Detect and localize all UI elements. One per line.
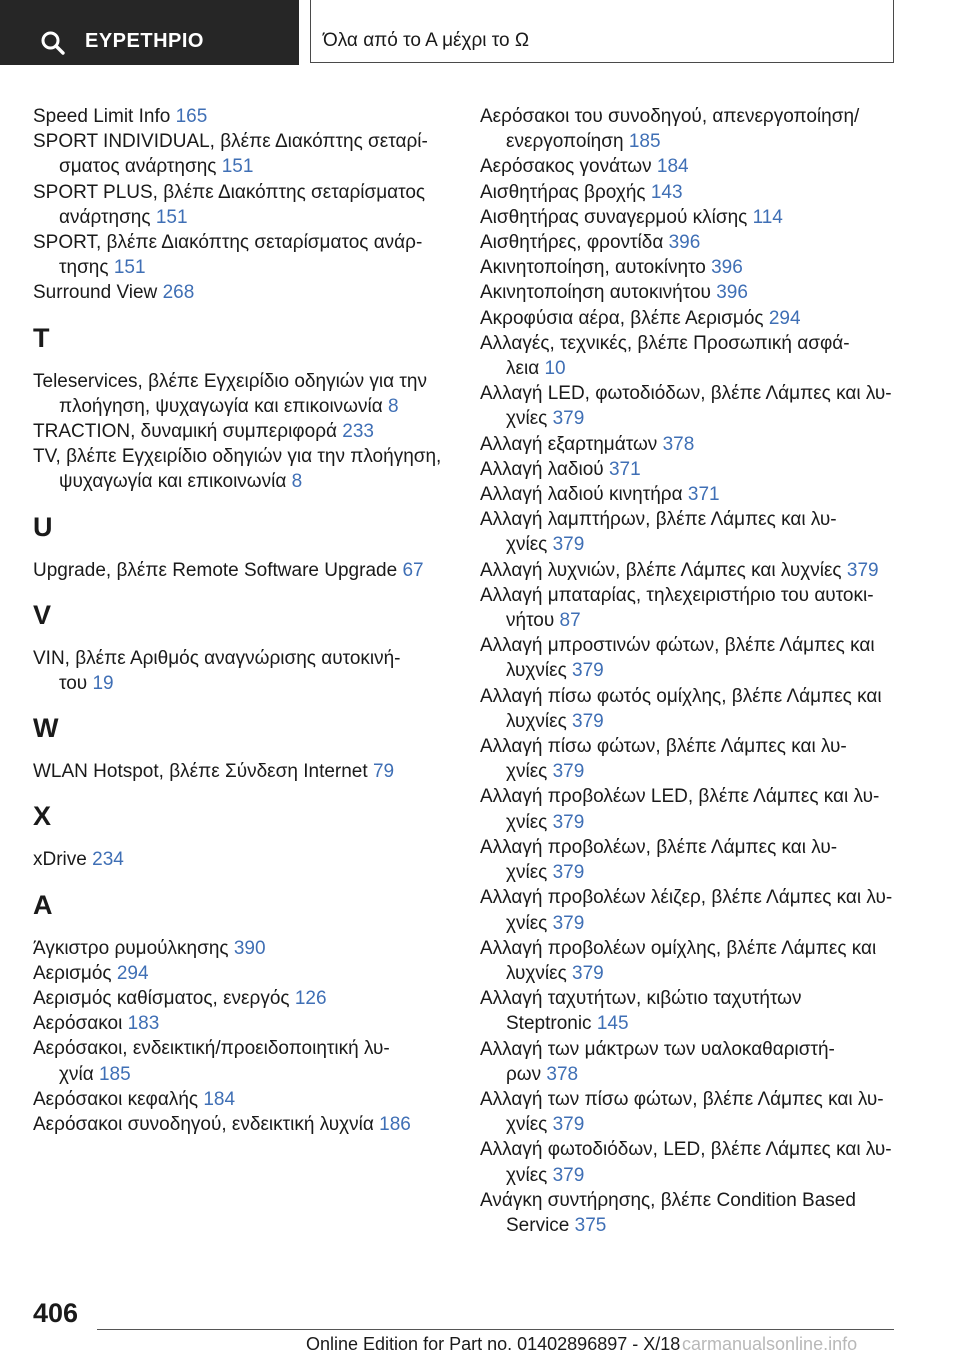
index-entry xyxy=(33,847,443,872)
index-letter-heading: X xyxy=(33,801,52,832)
index-letter-heading: Α xyxy=(33,889,53,920)
index-entry-text: Αερισμός xyxy=(33,962,117,984)
index-entry xyxy=(33,230,443,280)
index-entry xyxy=(33,444,443,494)
page-link[interactable]: 8 xyxy=(291,471,303,493)
page-link[interactable]: 233 xyxy=(342,421,374,443)
index-entry-text: Αερόσακοι συνοδηγού, ενδεικτική λυχνία xyxy=(33,1114,380,1136)
index-letter-heading: U xyxy=(33,511,53,542)
index-entry xyxy=(480,457,900,482)
index-entry-text: Ακροφύσια αέρα, βλέπε Αερισμός xyxy=(480,307,769,329)
index-entry-text: Αερόσακοι, ενδεικτική/προειδοποιητική λυ‐ xyxy=(33,1038,390,1060)
page-link[interactable]: 234 xyxy=(92,849,124,871)
index-entry-text: Αλλαγή λαδιού κινητήρα xyxy=(480,484,688,506)
page-link[interactable]: 379 xyxy=(572,660,604,682)
page-link[interactable]: 186 xyxy=(379,1114,411,1136)
page-link[interactable]: 183 xyxy=(127,1013,160,1035)
index-entry-text: χνίες xyxy=(506,811,553,833)
index-entry xyxy=(480,180,900,205)
section-tab[interactable] xyxy=(310,0,894,63)
index-entry xyxy=(33,129,443,179)
index-entry xyxy=(480,633,900,683)
index-entry xyxy=(33,1112,443,1137)
index-entry xyxy=(33,1087,443,1112)
index-entry-text: SPORT, βλέπε Διακόπτης σεταρίσματος ανάρ‐ xyxy=(33,232,423,254)
index-letter-heading: W xyxy=(33,713,59,744)
index-entry-text: Αλλαγή προβολέων LED, βλέπε Λάμπες και λυ‐ xyxy=(480,786,880,808)
index-entry-text: πλοήγηση, ψυχαγωγία και επικοινωνία xyxy=(59,395,389,417)
index-entry xyxy=(480,986,900,1036)
page-link[interactable]: 184 xyxy=(656,156,689,178)
page-link[interactable]: 143 xyxy=(650,181,683,203)
index-entry xyxy=(480,684,900,734)
index-tab-label: ΕΥΡΕΤΗΡΙΟ xyxy=(85,30,204,52)
page-link[interactable]: 87 xyxy=(559,610,581,632)
index-entry-text: Αλλαγή πίσω φώτων, βλέπε Λάμπες και λυ‐ xyxy=(480,736,847,758)
page-link[interactable]: 379 xyxy=(552,1164,585,1186)
index-entry-text: Ακινητοποίηση, αυτοκίνητο xyxy=(480,257,712,279)
page-link[interactable]: 151 xyxy=(155,206,188,228)
index-entry-text: ενεργοποίηση xyxy=(506,131,629,153)
index-entry-text: Αλλαγή μπαταρίας, τηλεχειριστήριο του αυτοκι‐ xyxy=(480,584,874,606)
index-entry-text: νήτου xyxy=(506,610,560,632)
page-link[interactable]: 19 xyxy=(92,673,114,695)
index-entry xyxy=(33,280,443,305)
index-entry-text: Άγκιστρο ρυμούλκησης xyxy=(33,937,234,959)
index-entry-text: Αερόσακοι κεφαλής xyxy=(33,1088,204,1110)
index-entry-text: Αλλαγή των πίσω φώτων, βλέπε Λάμπες και λυ‐ xyxy=(480,1088,884,1110)
index-entry-text: χνίες xyxy=(506,761,553,783)
index-entry xyxy=(480,104,900,154)
index-entry xyxy=(33,180,443,230)
page-link[interactable]: 268 xyxy=(162,282,195,304)
index-entry-text: Ακινητοποίηση αυτοκινήτου xyxy=(480,282,717,304)
page-link[interactable]: 379 xyxy=(552,761,585,783)
index-entry-text: τησης xyxy=(59,257,114,279)
index-entry xyxy=(480,154,900,179)
index-entry-text: Αλλαγή λυχνιών, βλέπε Λάμπες και λυχνίες xyxy=(480,559,847,581)
index-entry-text: Αλλαγή λαδιού xyxy=(480,458,609,480)
page-link[interactable]: 67 xyxy=(402,559,424,581)
index-entry xyxy=(480,381,900,431)
index-entry xyxy=(480,1037,900,1087)
edition-text: Online Edition for Part no. 01402896897 - X/18 xyxy=(306,1334,681,1354)
index-entry xyxy=(33,986,443,1011)
page-link[interactable]: 184 xyxy=(203,1088,236,1110)
index-column-left xyxy=(33,104,443,1137)
page-link[interactable]: 378 xyxy=(662,433,695,455)
index-entry xyxy=(480,507,900,557)
index-entry xyxy=(480,835,900,885)
index-entry-text: χνίες xyxy=(506,912,553,934)
page-link[interactable]: 151 xyxy=(221,156,254,178)
page-link[interactable]: 126 xyxy=(294,988,327,1010)
page-link[interactable]: 165 xyxy=(175,106,208,127)
index-entry-text: SPORT INDIVIDUAL, βλέπε Διακόπτης σεταρί‐ xyxy=(33,131,428,153)
index-entry-text: Αισθητήρας βροχής xyxy=(480,181,651,203)
index-entry xyxy=(33,961,443,986)
page-link[interactable]: 185 xyxy=(628,131,661,153)
index-entry-text: χνίες xyxy=(506,408,553,430)
page-link[interactable]: 379 xyxy=(552,408,585,430)
page-link[interactable]: 185 xyxy=(98,1063,131,1085)
page-link[interactable]: 379 xyxy=(552,1114,585,1136)
index-entry-text: VIN, βλέπε Αριθμός αναγνώρισης αυτοκινή‐ xyxy=(33,647,401,669)
index-entry-text: Αλλαγή μπροστινών φώτων, βλέπε Λάμπες και xyxy=(480,635,875,657)
index-entry xyxy=(480,784,900,834)
index-entry-text: Speed Limit Info xyxy=(33,106,176,127)
index-tab[interactable] xyxy=(0,0,299,65)
page-link[interactable]: 379 xyxy=(552,912,585,934)
page-link[interactable]: 379 xyxy=(552,862,585,884)
index-entry xyxy=(33,759,443,784)
page-link[interactable]: 10 xyxy=(544,358,566,380)
index-entry-text: Αερόσακος γονάτων xyxy=(480,156,657,178)
page-link[interactable]: 375 xyxy=(574,1214,607,1236)
index-entry xyxy=(480,205,900,230)
page-number: 406 xyxy=(33,1298,79,1328)
index-entry xyxy=(480,482,900,507)
index-entry-text: Steptronic xyxy=(506,1013,597,1035)
index-entry xyxy=(480,1137,900,1187)
watermark-text: carmanualsonline.info xyxy=(682,1334,858,1354)
index-entry-text: ανάρτησης xyxy=(59,206,156,228)
index-entry-text: λυχνίες xyxy=(506,710,573,732)
page-link[interactable]: 294 xyxy=(116,962,149,984)
page-link[interactable]: 114 xyxy=(752,206,783,228)
page-link[interactable]: 151 xyxy=(113,257,146,279)
page-link[interactable]: 379 xyxy=(846,559,879,581)
index-entry-text: Αλλαγές, τεχνικές, βλέπε Προσωπική ασφά‐ xyxy=(480,332,850,354)
index-entry-text: σματος ανάρτησης xyxy=(59,156,222,178)
index-entry-text: Αλλαγή των μάκτρων των υαλοκαθαριστή‐ xyxy=(480,1038,835,1060)
index-entry-text: Αλλαγή ταχυτήτων, κιβώτιο ταχυτήτων xyxy=(480,988,802,1010)
page-link[interactable]: 396 xyxy=(716,282,748,304)
page-link[interactable]: 79 xyxy=(372,761,395,783)
index-entry xyxy=(480,936,900,986)
index-entry xyxy=(33,1011,443,1036)
index-entry xyxy=(33,1036,443,1086)
index-entry-text: λυχνίες xyxy=(506,660,573,682)
index-entry xyxy=(33,419,443,444)
index-entry xyxy=(480,432,900,457)
index-letter-heading: V xyxy=(33,599,52,630)
index-entry xyxy=(480,734,900,784)
index-entry-text: SPORT PLUS, βλέπε Διακόπτης σεταρίσματος xyxy=(33,181,426,203)
index-entry-text: Αλλαγή LED, φωτοδιόδων, βλέπε Λάμπες και λυ‐ xyxy=(480,383,892,405)
index-entry-text: ψυχαγωγία και επικοινωνία xyxy=(59,471,292,493)
index-entry-text: Αλλαγή φωτοδιόδων, LED, βλέπε Λάμπες και λυ‐ xyxy=(480,1139,892,1161)
index-entry-text: Αλλαγή λαμπτήρων, βλέπε Λάμπες και λυ‐ xyxy=(480,509,837,531)
index-entry-text: χνίες xyxy=(506,1164,553,1186)
index-entry xyxy=(480,306,900,331)
index-entry-text: Αλλαγή προβολέων, βλέπε Λάμπες και λυ‐ xyxy=(480,836,838,858)
page-link[interactable]: 379 xyxy=(552,811,585,833)
index-entry xyxy=(480,331,900,381)
index-entry xyxy=(33,936,443,961)
index-entry-text: Αλλαγή εξαρτημάτων xyxy=(480,433,663,455)
index-entry-text: TRACTION, δυναμική συμπεριφορά xyxy=(33,421,343,443)
index-entry-text: Αερόσακοι του συνοδηγού, απενεργοποίηση/ xyxy=(480,106,860,127)
index-entry-text: λυχνίες xyxy=(506,962,573,984)
index-entry xyxy=(480,1188,900,1238)
page-link[interactable]: 294 xyxy=(768,307,801,329)
index-entry-text: χνίες xyxy=(506,1114,553,1136)
index-entry-text: του xyxy=(59,673,93,695)
index-entry-text: Αλλαγή προβολέων ομίχλης, βλέπε Λάμπες και xyxy=(480,937,877,959)
index-entry-text: Teleservices, βλέπε Εγχειρίδιο οδηγιών για την xyxy=(33,370,427,392)
page-link[interactable]: 390 xyxy=(233,937,266,959)
search-icon xyxy=(40,30,66,56)
index-entry-text: ρων xyxy=(506,1063,547,1085)
index-entry xyxy=(33,646,443,696)
index-entry-text: χνίες xyxy=(506,534,553,556)
index-entry xyxy=(480,558,900,583)
index-entry-text: Αερόσακοι xyxy=(33,1013,128,1035)
page-link[interactable]: 379 xyxy=(572,962,604,984)
page-link[interactable]: 396 xyxy=(668,232,701,254)
index-entry xyxy=(33,558,443,583)
page-link[interactable]: 8 xyxy=(388,395,399,417)
index-entry-text: xDrive xyxy=(33,849,93,871)
page-link[interactable]: 396 xyxy=(711,257,743,279)
page-link[interactable]: 378 xyxy=(546,1063,579,1085)
index-column-right xyxy=(480,104,900,1238)
page-link[interactable]: 371 xyxy=(687,484,720,506)
index-entry-text: Service xyxy=(506,1214,575,1236)
index-entry-text: λεια xyxy=(506,358,545,380)
page-link[interactable]: 145 xyxy=(596,1013,629,1035)
index-entry-text: TV, βλέπε Εγχειρίδιο οδηγιών για την πλοήγηση, xyxy=(33,446,442,468)
index-entry-text: Ανάγκη συντήρησης, βλέπε Condition Based xyxy=(480,1189,856,1211)
index-entry-text: Αλλαγή πίσω φωτός ομίχλης, βλέπε Λάμπες και xyxy=(480,685,882,707)
index-entry xyxy=(33,104,443,129)
index-entry-text: Surround View xyxy=(33,282,163,304)
index-entry-text: χνία xyxy=(59,1063,99,1085)
page-link[interactable]: 379 xyxy=(552,534,585,556)
index-entry xyxy=(480,280,900,305)
index-entry-text: Αλλαγή προβολέων λέιζερ, βλέπε Λάμπες και λυ‐ xyxy=(480,887,893,909)
index-entry-text: Αισθητήρας συναγερμού κλίσης xyxy=(480,206,753,228)
index-entry xyxy=(480,230,900,255)
index-entry-text: Upgrade, βλέπε Remote Software Upgrade xyxy=(33,559,403,581)
footer-divider xyxy=(97,1329,894,1330)
index-entry-text: WLAN Hotspot, βλέπε Σύνδεση Internet xyxy=(33,761,373,783)
index-letter-heading: T xyxy=(33,322,50,353)
index-entry xyxy=(480,1087,900,1137)
index-entry-text: Αερισμός καθίσματος, ενεργός xyxy=(33,988,295,1010)
index-entry-text: Αισθητήρες, φροντίδα xyxy=(480,232,669,254)
index-entry xyxy=(33,369,443,419)
section-title: Όλα από το Α μέχρι το Ω xyxy=(323,30,530,51)
page-link[interactable]: 371 xyxy=(608,458,641,480)
index-entry xyxy=(480,255,900,280)
index-entry-text: χνίες xyxy=(506,862,553,884)
index-entry xyxy=(480,885,900,935)
page-link[interactable]: 379 xyxy=(572,710,604,732)
index-entry xyxy=(480,583,900,633)
